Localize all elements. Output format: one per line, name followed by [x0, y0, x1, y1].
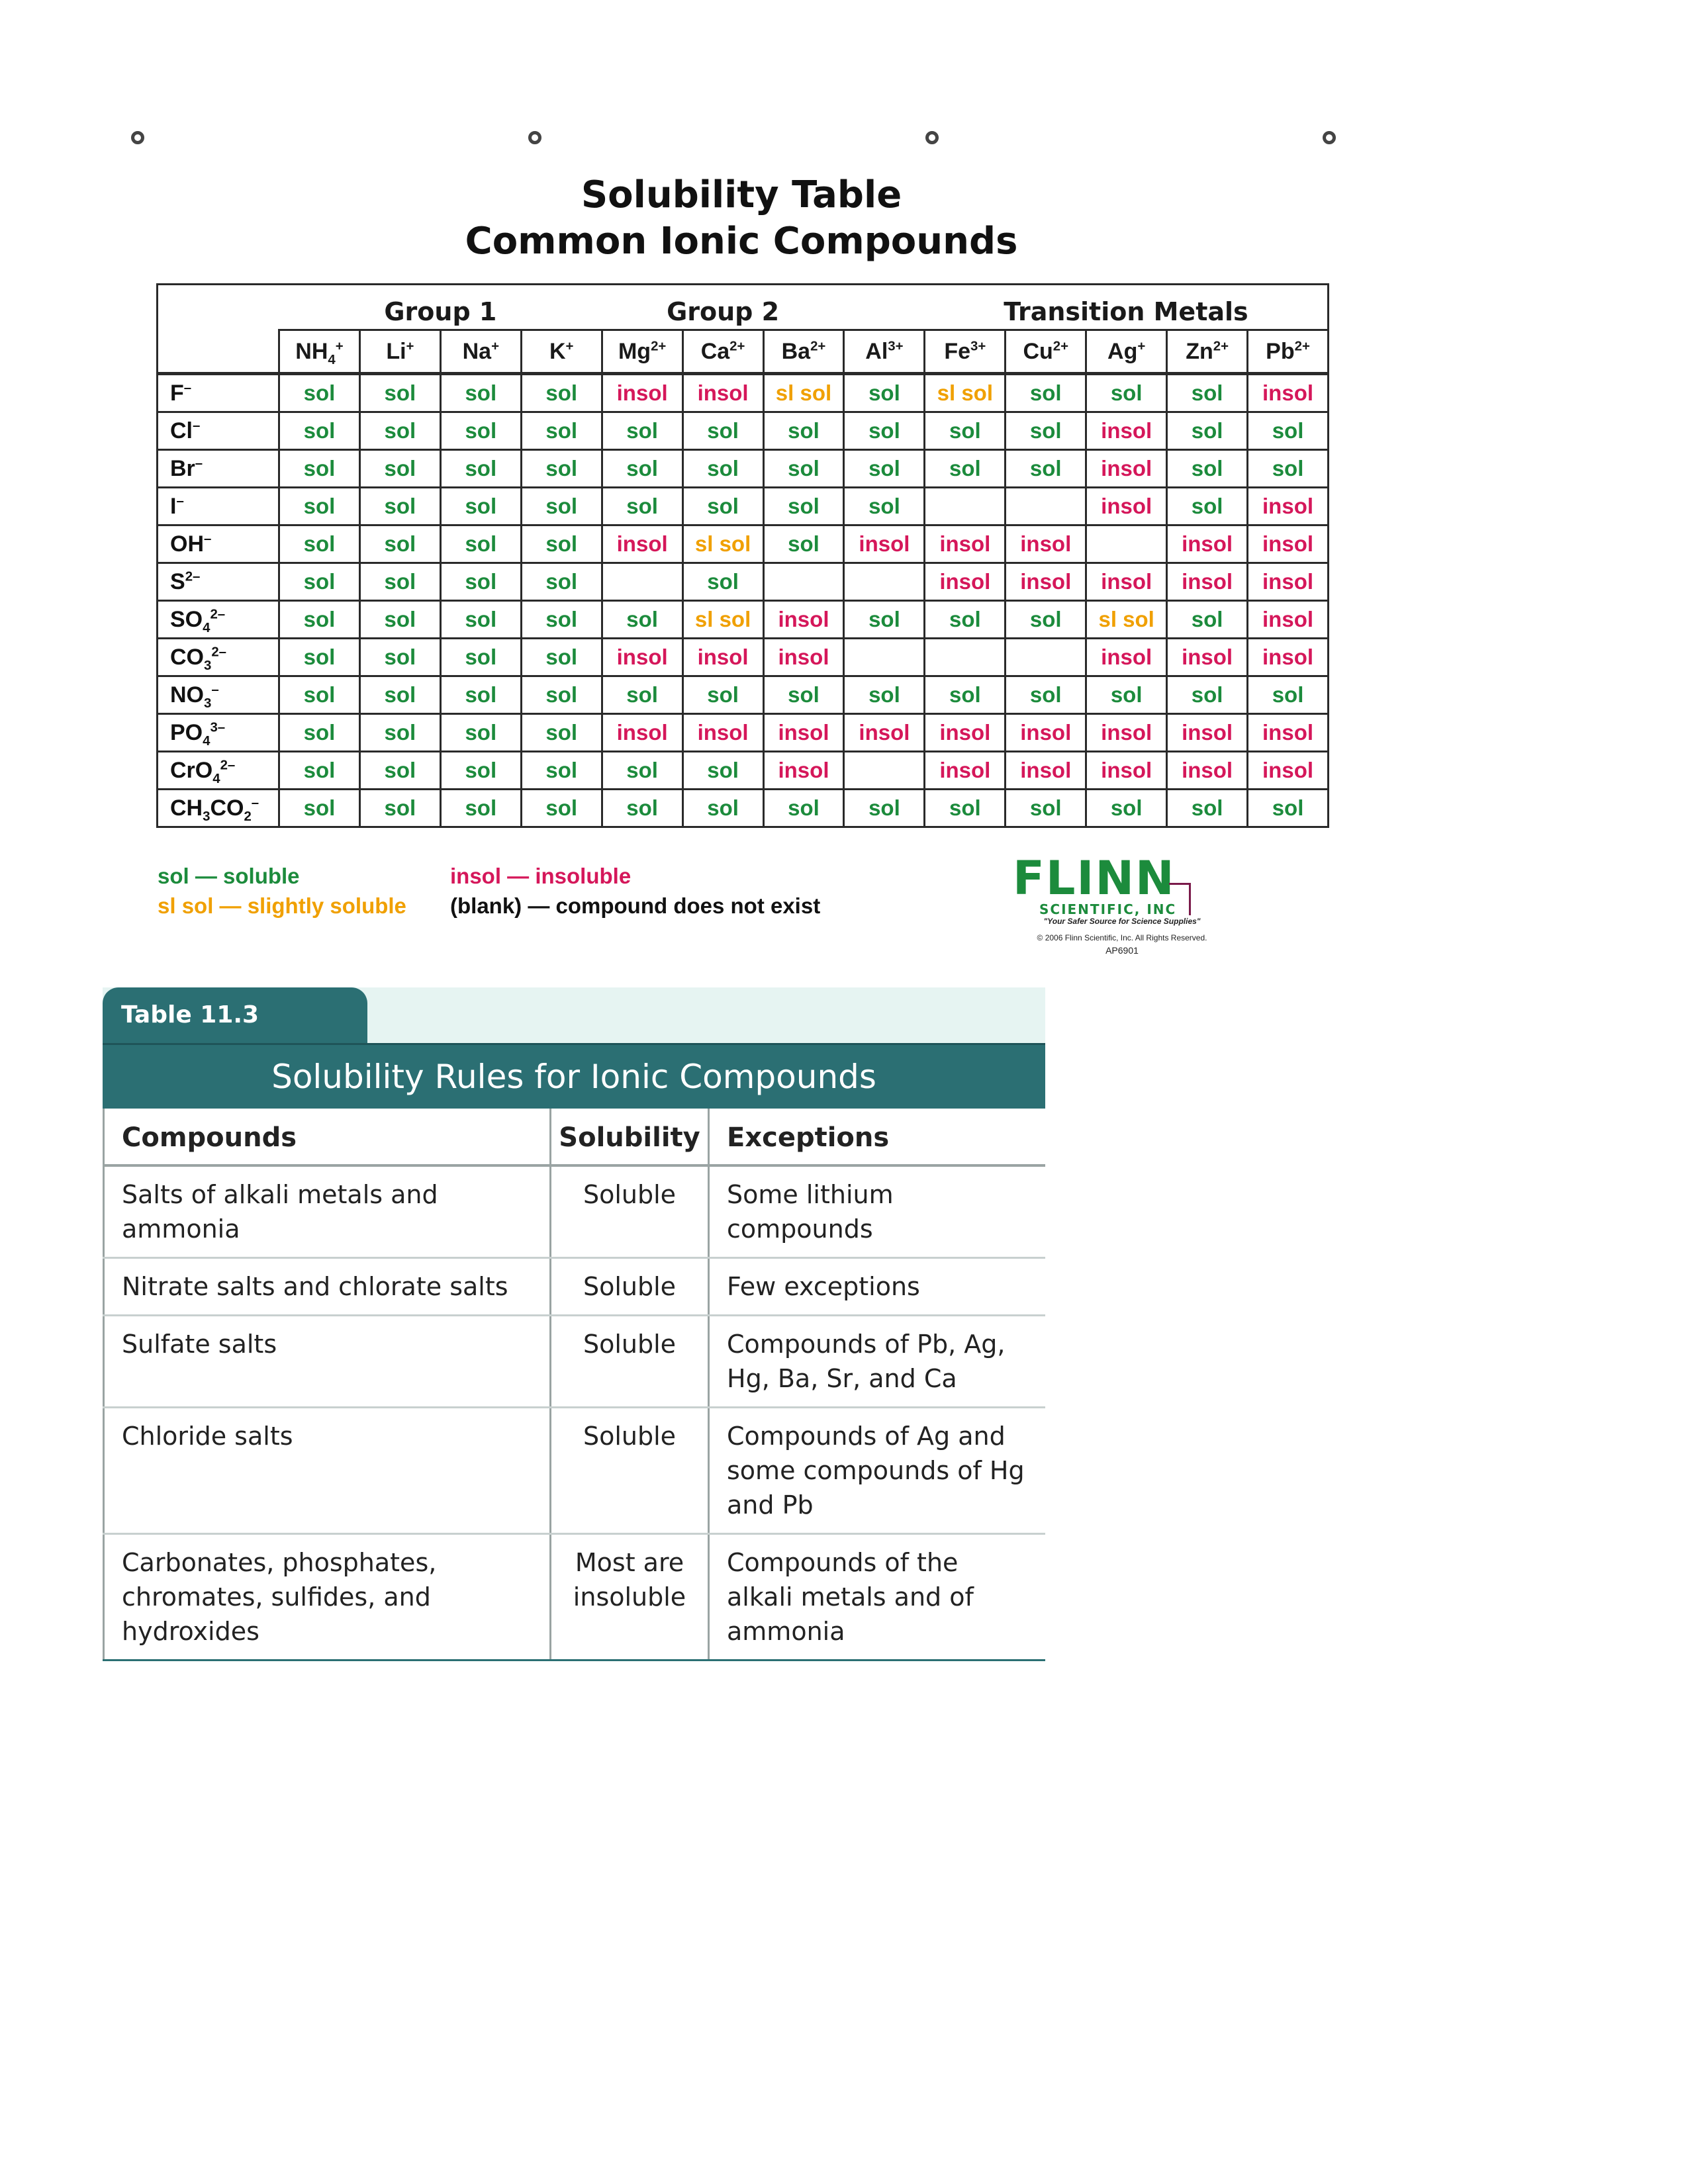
solubility-cell: sol: [1167, 450, 1248, 488]
table-row: [158, 790, 1329, 827]
solubility-cell: sol: [521, 488, 602, 525]
table-row: [158, 450, 1329, 488]
solubility-cell: sol: [359, 450, 440, 488]
solubility-cell: sol: [602, 790, 682, 827]
solubility-rules-table: [103, 987, 1045, 1661]
solubility-cell: sol: [925, 450, 1006, 488]
solubility-cell: sol: [521, 752, 602, 790]
solubility-cell: Soluble: [551, 1316, 709, 1408]
solubility-cell: sol: [359, 714, 440, 752]
exceptions-cell: Some lithium compounds: [709, 1165, 1046, 1258]
solubility-cell: insol: [1006, 525, 1086, 563]
legend-soluble: sol — soluble: [158, 864, 300, 888]
table-row: [158, 374, 1329, 412]
compounds-cell: Nitrate salts and chlorate salts: [104, 1258, 551, 1316]
solubility-cell: sol: [1248, 412, 1329, 450]
cation-header: Li+: [359, 330, 440, 374]
flinn-logo: [1013, 851, 1185, 917]
cation-header: $Ca^{2+}$: [682, 330, 763, 374]
column-header-solubility: Solubility: [551, 1109, 709, 1165]
solubility-cell: sol: [844, 374, 925, 412]
solubility-cell: insol: [1086, 488, 1167, 525]
solubility-cell: sol: [925, 601, 1006, 639]
anion-label: $SO_4^{2-}$: [158, 601, 279, 639]
solubility-cell: sol: [440, 790, 521, 827]
cation-header: Na+: [440, 330, 521, 374]
solubility-cell: sol: [279, 601, 360, 639]
solubility-cell: sol: [279, 752, 360, 790]
solubility-cell: sol: [682, 752, 763, 790]
solubility-cell: sol: [1248, 450, 1329, 488]
solubility-cell: sol: [1167, 790, 1248, 827]
solubility-table: [156, 283, 1329, 828]
solubility-cell: [925, 639, 1006, 676]
solubility-cell: insol: [1248, 714, 1329, 752]
table-row: [104, 1316, 1046, 1408]
solubility-cell: sl sol: [925, 374, 1006, 412]
solubility-cell: sl sol: [1086, 601, 1167, 639]
compounds-cell: Carbonates, phosphates, chromates, sulfides, and hydroxides: [104, 1534, 551, 1661]
solubility-cell: sol: [925, 790, 1006, 827]
cation-header: $Mg^{2+}$: [602, 330, 682, 374]
solubility-cell: insol: [682, 374, 763, 412]
solubility-cell: sol: [279, 639, 360, 676]
solubility-cell: insol: [1248, 601, 1329, 639]
flinn-name: FLINN: [1013, 851, 1176, 905]
solubility-cell: sol: [359, 676, 440, 714]
anion-label: $CO_3^{2-}$: [158, 639, 279, 676]
table-corner: [158, 330, 279, 374]
solubility-cell: sol: [763, 450, 844, 488]
table-row: [104, 1258, 1046, 1316]
solubility-cell: insol: [925, 752, 1006, 790]
solubility-cell: sl sol: [682, 525, 763, 563]
cation-header: $Zn^{2+}$: [1167, 330, 1248, 374]
legend-slightly-soluble: sl sol — slightly soluble: [158, 893, 406, 918]
solubility-cell: sol: [359, 525, 440, 563]
exceptions-cell: Compounds of the alkali metals and of ammonia: [709, 1534, 1046, 1661]
solubility-cell: [844, 639, 925, 676]
flinn-tagline: "Your Safer Source for Science Supplies": [1043, 917, 1201, 926]
solubility-cell: sol: [521, 639, 602, 676]
solubility-cell: sol: [521, 374, 602, 412]
solubility-cell: sol: [763, 412, 844, 450]
solubility-cell: sol: [1167, 374, 1248, 412]
solubility-cell: sol: [925, 412, 1006, 450]
anion-label: $CH_3CO_2^-$: [158, 790, 279, 827]
solubility-cell: sol: [440, 450, 521, 488]
solubility-cell: sol: [440, 374, 521, 412]
solubility-cell: sol: [440, 601, 521, 639]
solubility-cell: sol: [1086, 676, 1167, 714]
legend-insoluble: insol — insoluble: [450, 864, 632, 888]
solubility-cell: sol: [359, 752, 440, 790]
group-header: Transition Metals: [925, 285, 1329, 330]
solubility-cell: insol: [844, 714, 925, 752]
table-row: [158, 601, 1329, 639]
solubility-cell: sol: [844, 488, 925, 525]
solubility-cell: [602, 563, 682, 601]
solubility-cell: sol: [521, 412, 602, 450]
solubility-cell: sol: [521, 563, 602, 601]
solubility-cell: insol: [682, 714, 763, 752]
solubility-cell: sol: [521, 790, 602, 827]
solubility-cell: [1006, 488, 1086, 525]
solubility-cell: sol: [682, 563, 763, 601]
solubility-cell: sol: [1086, 374, 1167, 412]
table-row: [104, 1165, 1046, 1258]
solubility-cell: sol: [925, 676, 1006, 714]
compounds-cell: Chloride salts: [104, 1408, 551, 1534]
table-tab-bar: [103, 987, 1045, 1043]
solubility-cell: sol: [844, 450, 925, 488]
solubility-cell: sol: [1006, 601, 1086, 639]
solubility-cell: insol: [1248, 639, 1329, 676]
solubility-cell: sol: [440, 525, 521, 563]
table-row: [158, 714, 1329, 752]
solubility-cell: sol: [1248, 676, 1329, 714]
solubility-cell: sol: [359, 412, 440, 450]
anion-label: $NO_3^-$: [158, 676, 279, 714]
solubility-cell: insol: [602, 374, 682, 412]
solubility-cell: sol: [844, 412, 925, 450]
solubility-cell: insol: [1006, 714, 1086, 752]
rules-table-title: Solubility Rules for Ionic Compounds: [103, 1043, 1045, 1109]
solubility-cell: insol: [1086, 563, 1167, 601]
table-row: [104, 1408, 1046, 1534]
solubility-cell: insol: [763, 714, 844, 752]
solubility-cell: insol: [1248, 752, 1329, 790]
table-row: [158, 488, 1329, 525]
solubility-cell: sol: [1167, 601, 1248, 639]
solubility-cell: [844, 752, 925, 790]
solubility-cell: sol: [279, 374, 360, 412]
solubility-cell: sol: [844, 601, 925, 639]
solubility-cell: Most are insoluble: [551, 1534, 709, 1661]
compounds-cell: Sulfate salts: [104, 1316, 551, 1408]
solubility-cell: insol: [1167, 752, 1248, 790]
punch-hole: [528, 131, 541, 144]
solubility-cell: sol: [682, 450, 763, 488]
solubility-cell: insol: [1086, 714, 1167, 752]
solubility-cell: [925, 488, 1006, 525]
page-title: Solubility Table: [581, 173, 902, 216]
table-row: [158, 676, 1329, 714]
solubility-cell: sol: [1006, 412, 1086, 450]
solubility-cell: sol: [279, 525, 360, 563]
solubility-cell: sol: [359, 639, 440, 676]
solubility-cell: insol: [844, 525, 925, 563]
table-row: [158, 752, 1329, 790]
solubility-cell: insol: [1248, 488, 1329, 525]
solubility-cell: insol: [1167, 563, 1248, 601]
solubility-cell: [1006, 639, 1086, 676]
punch-hole: [131, 131, 144, 144]
exceptions-cell: Compounds of Ag and some compounds of Hg and Pb: [709, 1408, 1046, 1534]
solubility-cell: sol: [763, 525, 844, 563]
table-row: [158, 525, 1329, 563]
solubility-cell: [1086, 525, 1167, 563]
solubility-cell: insol: [1086, 752, 1167, 790]
solubility-cell: sol: [1006, 374, 1086, 412]
anion-label: $S^{2-}$: [158, 563, 279, 601]
solubility-cell: sol: [763, 488, 844, 525]
solubility-cell: insol: [1248, 525, 1329, 563]
table-row: [158, 412, 1329, 450]
cation-header: K+: [521, 330, 602, 374]
solubility-cell: sol: [279, 412, 360, 450]
solubility-cell: sol: [1006, 676, 1086, 714]
solubility-cell: sol: [1167, 676, 1248, 714]
solubility-cell: sol: [279, 488, 360, 525]
solubility-cell: sol: [440, 412, 521, 450]
solubility-cell: [763, 563, 844, 601]
solubility-cell: sol: [602, 488, 682, 525]
solubility-cell: sol: [521, 714, 602, 752]
group-header: [844, 285, 925, 330]
solubility-cell: sol: [1006, 450, 1086, 488]
group-header: Group 2: [602, 285, 844, 330]
flinn-bracket-decoration: [1169, 883, 1191, 915]
solubility-cell: sol: [1167, 488, 1248, 525]
solubility-cell: sol: [602, 601, 682, 639]
table-row: [158, 639, 1329, 676]
solubility-cell: sol: [359, 374, 440, 412]
solubility-cell: insol: [925, 714, 1006, 752]
solubility-cell: sol: [1086, 790, 1167, 827]
solubility-cell: insol: [1167, 639, 1248, 676]
solubility-cell: insol: [1248, 374, 1329, 412]
solubility-cell: sol: [440, 714, 521, 752]
solubility-cell: sol: [682, 676, 763, 714]
exceptions-cell: Compounds of Pb, Ag, Hg, Ba, Sr, and Ca: [709, 1316, 1046, 1408]
anion-label: CrO$_4^{2-}$: [158, 752, 279, 790]
solubility-cell: sol: [440, 639, 521, 676]
solubility-cell: insol: [602, 525, 682, 563]
copyright-text: © 2006 Flinn Scientific, Inc. All Rights Reserved.: [1037, 933, 1207, 942]
solubility-cell: sol: [279, 563, 360, 601]
rules-table: [103, 1109, 1045, 1661]
solubility-cell: sol: [279, 790, 360, 827]
punch-hole: [925, 131, 939, 144]
solubility-cell: sol: [602, 752, 682, 790]
solubility-cell: insol: [763, 639, 844, 676]
solubility-cell: sol: [844, 790, 925, 827]
cation-header: $Ba^{2+}$: [763, 330, 844, 374]
solubility-cell: Soluble: [551, 1408, 709, 1534]
solubility-cell: Soluble: [551, 1258, 709, 1316]
solubility-cell: sol: [682, 412, 763, 450]
table-corner: [158, 285, 279, 330]
solubility-cell: insol: [925, 525, 1006, 563]
flinn-subtitle: SCIENTIFIC, INC: [1039, 901, 1177, 917]
solubility-cell: sol: [440, 563, 521, 601]
solubility-cell: sol: [440, 752, 521, 790]
solubility-cell: sol: [602, 412, 682, 450]
solubility-cell: insol: [1006, 752, 1086, 790]
solubility-cell: insol: [763, 601, 844, 639]
solubility-cell: insol: [1167, 525, 1248, 563]
solubility-cell: sol: [521, 601, 602, 639]
punch-hole: [1323, 131, 1336, 144]
exceptions-cell: Few exceptions: [709, 1258, 1046, 1316]
solubility-cell: sol: [1248, 790, 1329, 827]
solubility-cell: sol: [359, 563, 440, 601]
anion-label: OH–: [158, 525, 279, 563]
page-subtitle: Common Ionic Compounds: [465, 220, 1018, 263]
solubility-cell: sol: [1006, 790, 1086, 827]
solubility-cell: insol: [1167, 714, 1248, 752]
solubility-cell: [844, 563, 925, 601]
solubility-cell: sol: [279, 714, 360, 752]
solubility-cell: insol: [1006, 563, 1086, 601]
anion-label: I–: [158, 488, 279, 525]
solubility-cell: insol: [602, 714, 682, 752]
solubility-cell: insol: [1086, 639, 1167, 676]
solubility-cell: sol: [521, 450, 602, 488]
anion-label: Cl–: [158, 412, 279, 450]
legend-blank: (blank) — compound does not exist: [450, 893, 821, 918]
solubility-cell: Soluble: [551, 1165, 709, 1258]
solubility-cell: insol: [925, 563, 1006, 601]
solubility-cell: sol: [602, 450, 682, 488]
solubility-cell: insol: [602, 639, 682, 676]
cation-header: $NH_4^+$: [279, 330, 360, 374]
solubility-cell: sol: [521, 676, 602, 714]
solubility-cell: sol: [440, 676, 521, 714]
column-header-compounds: Compounds: [104, 1109, 551, 1165]
solubility-cell: sol: [359, 488, 440, 525]
solubility-cell: sol: [279, 676, 360, 714]
solubility-cell: insol: [1248, 563, 1329, 601]
solubility-cell: sol: [1167, 412, 1248, 450]
solubility-cell: sl sol: [682, 601, 763, 639]
solubility-cell: sol: [682, 790, 763, 827]
solubility-cell: sol: [521, 525, 602, 563]
cation-header: $Pb^{2+}$: [1248, 330, 1329, 374]
cation-header: Ag+: [1086, 330, 1167, 374]
solubility-cell: sol: [440, 488, 521, 525]
solubility-cell: insol: [682, 639, 763, 676]
table-row: [158, 563, 1329, 601]
solubility-cell: insol: [1086, 450, 1167, 488]
solubility-cell: sol: [844, 676, 925, 714]
solubility-cell: insol: [763, 752, 844, 790]
anion-label: Br–: [158, 450, 279, 488]
cation-header: $Al^{3+}$: [844, 330, 925, 374]
cation-header: $Cu^{2+}$: [1006, 330, 1086, 374]
solubility-cell: sol: [602, 676, 682, 714]
table-row: [104, 1534, 1046, 1661]
solubility-cell: insol: [1086, 412, 1167, 450]
solubility-cell: sol: [359, 601, 440, 639]
product-code: AP6901: [1105, 945, 1139, 956]
column-header-exceptions: Exceptions: [709, 1109, 1046, 1165]
solubility-cell: sol: [763, 676, 844, 714]
solubility-cell: sol: [359, 790, 440, 827]
solubility-cell: sol: [279, 450, 360, 488]
group-header: Group 1: [279, 285, 602, 330]
solubility-cell: sol: [763, 790, 844, 827]
cation-header: $Fe^{3+}$: [925, 330, 1006, 374]
solubility-cell: sol: [682, 488, 763, 525]
table-number-tab: Table 11.3: [103, 987, 367, 1043]
anion-label: $PO_4^{3-}$: [158, 714, 279, 752]
anion-label: F–: [158, 374, 279, 412]
compounds-cell: Salts of alkali metals and ammonia: [104, 1165, 551, 1258]
solubility-cell: sl sol: [763, 374, 844, 412]
